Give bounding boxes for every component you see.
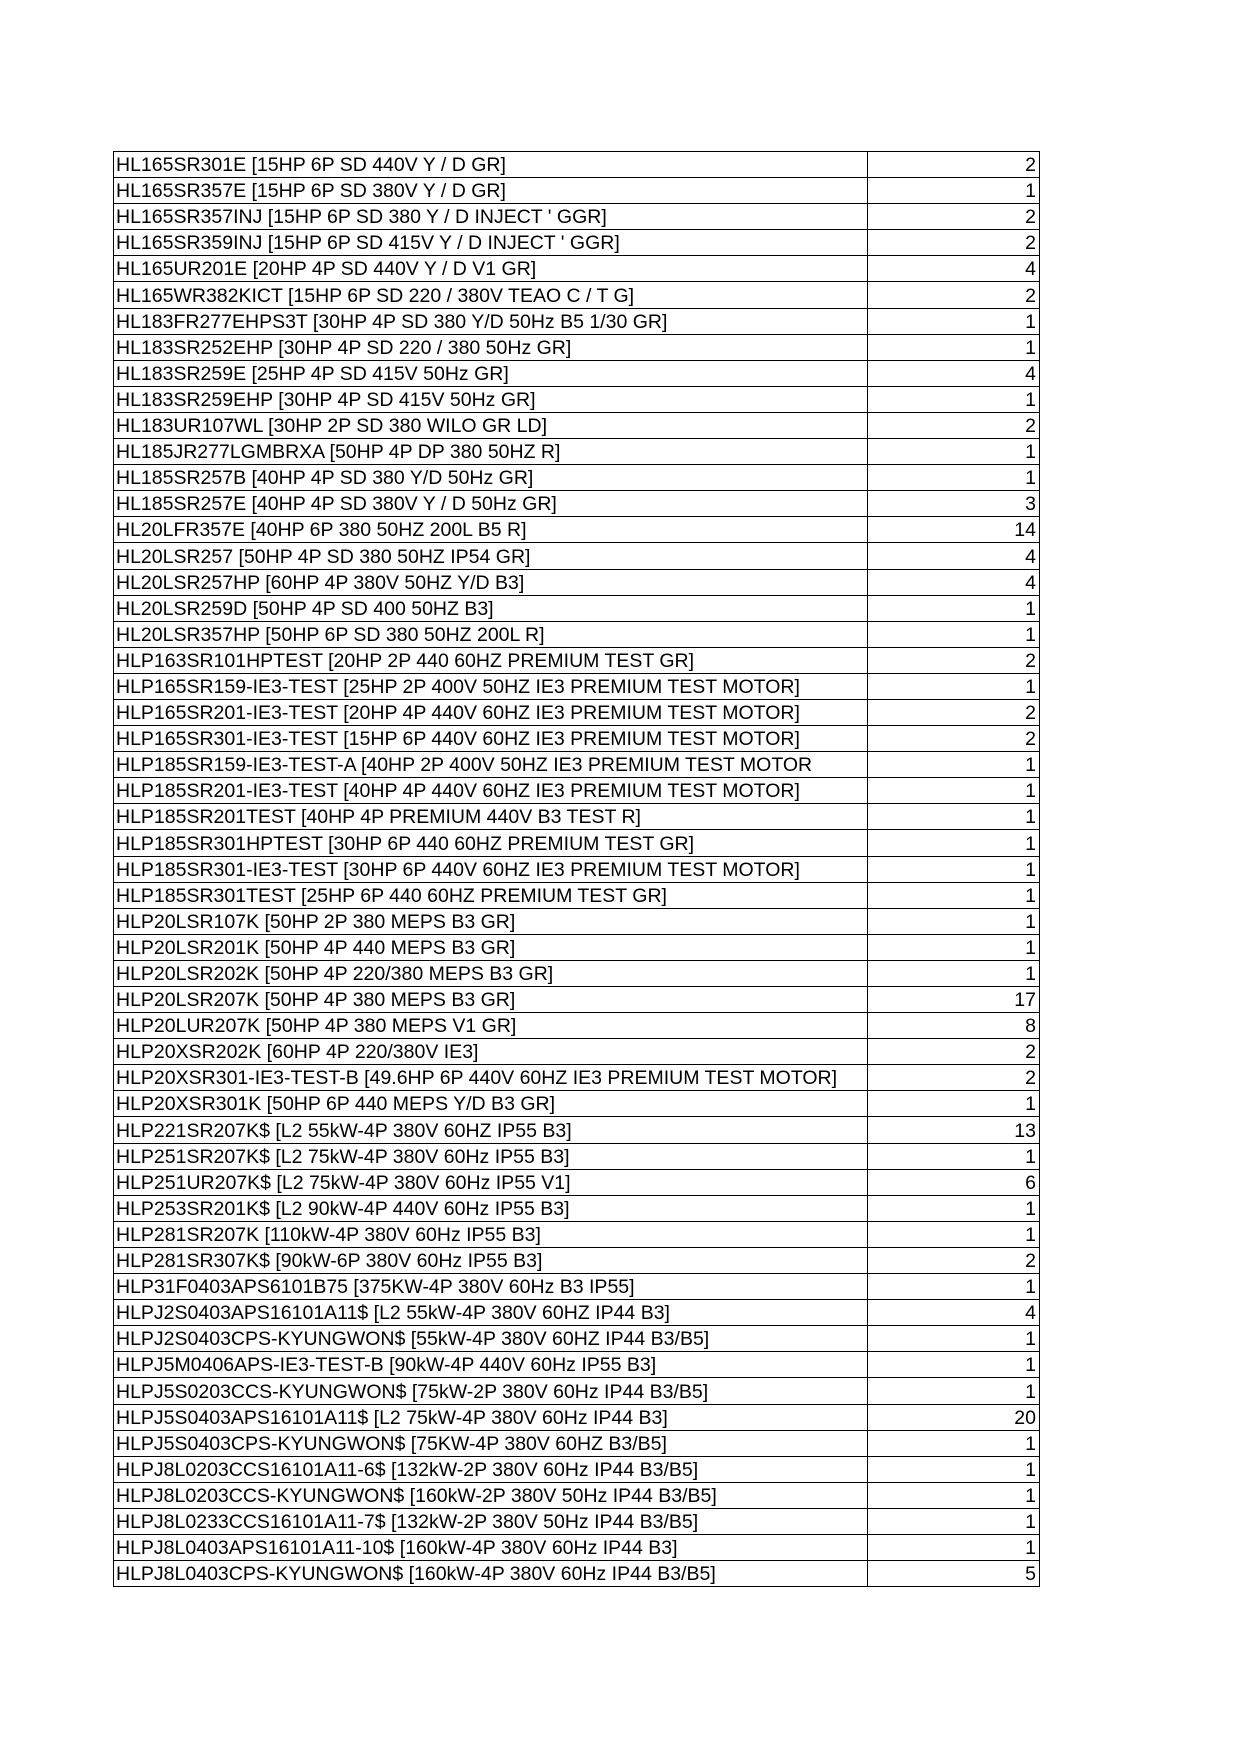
item-description-cell: HL20LSR357HP [50HP 6P SD 380 50HZ 200L R] [114, 621, 868, 647]
table-row [114, 1508, 1040, 1534]
table-row [114, 699, 1040, 725]
table-row [114, 1039, 1040, 1065]
quantity-cell: 4 [868, 360, 1040, 386]
item-description-cell: HL183UR107WL [30HP 2P SD 380 WILO GR LD] [114, 412, 868, 438]
quantity-cell: 1 [868, 1430, 1040, 1456]
table-row [114, 412, 1040, 438]
quantity-cell: 4 [868, 569, 1040, 595]
item-description-cell: HL165SR357E [15HP 6P SD 380V Y / D GR] [114, 178, 868, 204]
quantity-cell: 2 [868, 282, 1040, 308]
quantity-cell: 1 [868, 334, 1040, 360]
quantity-cell: 2 [868, 1247, 1040, 1273]
item-description-cell: HLP185SR201TEST [40HP 4P PREMIUM 440V B3 TEST R] [114, 804, 868, 830]
quantity-cell: 5 [868, 1561, 1040, 1587]
table-row [114, 1221, 1040, 1247]
table-row [114, 569, 1040, 595]
table-row [114, 1352, 1040, 1378]
table-row [114, 882, 1040, 908]
table-row [114, 830, 1040, 856]
table-row [114, 934, 1040, 960]
item-description-cell: HLP221SR207K$ [L2 55kW-4P 380V 60HZ IP55 B3] [114, 1117, 868, 1143]
quantity-cell: 14 [868, 517, 1040, 543]
item-description-cell: HLPJ5M0406APS-IE3-TEST-B [90kW-4P 440V 60Hz IP55 B3] [114, 1352, 868, 1378]
item-description-cell: HLPJ5S0403CPS-KYUNGWON$ [75KW-4P 380V 60HZ B3/B5] [114, 1430, 868, 1456]
item-description-cell: HLPJ5S0403APS16101A11$ [L2 75kW-4P 380V 60Hz IP44 B3] [114, 1404, 868, 1430]
item-description-cell: HL165SR359INJ [15HP 6P SD 415V Y / D INJECT ' GGR] [114, 230, 868, 256]
item-description-cell: HL183SR259E [25HP 4P SD 415V 50Hz GR] [114, 360, 868, 386]
item-description-cell: HLP163SR101HPTEST [20HP 2P 440 60HZ PREMIUM TEST GR] [114, 647, 868, 673]
quantity-cell: 1 [868, 1534, 1040, 1560]
table-row [114, 439, 1040, 465]
quantity-cell: 1 [868, 752, 1040, 778]
table-row [114, 1274, 1040, 1300]
quantity-cell: 1 [868, 308, 1040, 334]
quantity-cell: 1 [868, 960, 1040, 986]
table-row [114, 960, 1040, 986]
quantity-cell: 4 [868, 1300, 1040, 1326]
quantity-cell: 6 [868, 1169, 1040, 1195]
quantity-cell: 1 [868, 386, 1040, 412]
item-description-cell: HLPJ8L0233CCS16101A11-7$ [132kW-2P 380V 50Hz IP44 B3/B5] [114, 1508, 868, 1534]
item-description-cell: HLP20LUR207K [50HP 4P 380 MEPS V1 GR] [114, 1013, 868, 1039]
table-row [114, 1378, 1040, 1404]
quantity-cell: 1 [868, 1508, 1040, 1534]
table-row [114, 987, 1040, 1013]
table-row [114, 230, 1040, 256]
table-row [114, 1404, 1040, 1430]
item-description-cell: HLP165SR159-IE3-TEST [25HP 2P 400V 50HZ IE3 PREMIUM TEST MOTOR] [114, 673, 868, 699]
quantity-cell: 1 [868, 465, 1040, 491]
item-description-cell: HLP20LSR202K [50HP 4P 220/380 MEPS B3 GR] [114, 960, 868, 986]
table-row [114, 152, 1040, 178]
item-description-cell: HLP165SR301-IE3-TEST [15HP 6P 440V 60HZ IE3 PREMIUM TEST MOTOR] [114, 726, 868, 752]
table-row [114, 1117, 1040, 1143]
item-description-cell: HL165WR382KICT [15HP 6P SD 220 / 380V TEAO C / T G] [114, 282, 868, 308]
table-row [114, 1169, 1040, 1195]
table-row [114, 1326, 1040, 1352]
inventory-table-body [114, 152, 1040, 1587]
table-row [114, 1456, 1040, 1482]
item-description-cell: HL185SR257E [40HP 4P SD 380V Y / D 50Hz GR] [114, 491, 868, 517]
quantity-cell: 1 [868, 1352, 1040, 1378]
item-description-cell: HLPJ5S0203CCS-KYUNGWON$ [75kW-2P 380V 60Hz IP44 B3/B5] [114, 1378, 868, 1404]
item-description-cell: HLP165SR201-IE3-TEST [20HP 4P 440V 60HZ IE3 PREMIUM TEST MOTOR] [114, 699, 868, 725]
item-description-cell: HLPJ8L0403CPS-KYUNGWON$ [160kW-4P 380V 60Hz IP44 B3/B5] [114, 1561, 868, 1587]
quantity-cell: 17 [868, 987, 1040, 1013]
table-row [114, 204, 1040, 230]
item-description-cell: HL185JR277LGMBRXA [50HP 4P DP 380 50HZ R] [114, 439, 868, 465]
item-description-cell: HL20LSR257 [50HP 4P SD 380 50HZ IP54 GR] [114, 543, 868, 569]
item-description-cell: HL183SR252EHP [30HP 4P SD 220 / 380 50Hz GR] [114, 334, 868, 360]
quantity-cell: 1 [868, 1482, 1040, 1508]
table-row [114, 178, 1040, 204]
item-description-cell: HLP185SR201-IE3-TEST [40HP 4P 440V 60HZ IE3 PREMIUM TEST MOTOR] [114, 778, 868, 804]
table-row [114, 491, 1040, 517]
table-row [114, 1065, 1040, 1091]
item-description-cell: HLP185SR159-IE3-TEST-A [40HP 2P 400V 50HZ IE3 PREMIUM TEST MOTOR [114, 752, 868, 778]
table-row [114, 1143, 1040, 1169]
table-row [114, 465, 1040, 491]
quantity-cell: 1 [868, 621, 1040, 647]
item-description-cell: HLPJ2S0403CPS-KYUNGWON$ [55kW-4P 380V 60HZ IP44 B3/B5] [114, 1326, 868, 1352]
quantity-cell: 1 [868, 934, 1040, 960]
item-description-cell: HLP253SR201K$ [L2 90kW-4P 440V 60Hz IP55 B3] [114, 1195, 868, 1221]
table-row [114, 256, 1040, 282]
quantity-cell: 1 [868, 1091, 1040, 1117]
table-row [114, 543, 1040, 569]
quantity-cell: 20 [868, 1404, 1040, 1430]
table-row [114, 908, 1040, 934]
quantity-cell: 13 [868, 1117, 1040, 1143]
table-row [114, 752, 1040, 778]
quantity-cell: 1 [868, 1221, 1040, 1247]
quantity-cell: 1 [868, 595, 1040, 621]
table-row [114, 334, 1040, 360]
item-description-cell: HL20LSR257HP [60HP 4P 380V 50HZ Y/D B3] [114, 569, 868, 595]
item-description-cell: HLP31F0403APS6101B75 [375KW-4P 380V 60Hz B3 IP55] [114, 1274, 868, 1300]
table-row [114, 517, 1040, 543]
item-description-cell: HLP20XSR202K [60HP 4P 220/380V IE3] [114, 1039, 868, 1065]
quantity-cell: 1 [868, 778, 1040, 804]
item-description-cell: HLP251SR207K$ [L2 75kW-4P 380V 60Hz IP55 B3] [114, 1143, 868, 1169]
table-row [114, 1482, 1040, 1508]
quantity-cell: 1 [868, 1378, 1040, 1404]
table-row [114, 308, 1040, 334]
quantity-cell: 2 [868, 726, 1040, 752]
quantity-cell: 2 [868, 152, 1040, 178]
quantity-cell: 2 [868, 204, 1040, 230]
table-row [114, 856, 1040, 882]
quantity-cell: 1 [868, 673, 1040, 699]
table-row [114, 804, 1040, 830]
item-description-cell: HLPJ2S0403APS16101A11$ [L2 55kW-4P 380V 60HZ IP44 B3] [114, 1300, 868, 1326]
table-row [114, 1534, 1040, 1560]
item-description-cell: HL165SR301E [15HP 6P SD 440V Y / D GR] [114, 152, 868, 178]
quantity-cell: 1 [868, 178, 1040, 204]
quantity-cell: 1 [868, 830, 1040, 856]
table-row [114, 386, 1040, 412]
item-description-cell: HL165SR357INJ [15HP 6P SD 380 Y / D INJECT ' GGR] [114, 204, 868, 230]
item-description-cell: HLP20XSR301K [50HP 6P 440 MEPS Y/D B3 GR] [114, 1091, 868, 1117]
quantity-cell: 1 [868, 1456, 1040, 1482]
quantity-cell: 4 [868, 543, 1040, 569]
item-description-cell: HLP185SR301TEST [25HP 6P 440 60HZ PREMIUM TEST GR] [114, 882, 868, 908]
item-description-cell: HL165UR201E [20HP 4P SD 440V Y / D V1 GR] [114, 256, 868, 282]
table-row [114, 360, 1040, 386]
table-row [114, 1430, 1040, 1456]
item-description-cell: HLPJ8L0203CCS16101A11-6$ [132kW-2P 380V 60Hz IP44 B3/B5] [114, 1456, 868, 1482]
quantity-cell: 2 [868, 230, 1040, 256]
item-description-cell: HLP251UR207K$ [L2 75kW-4P 380V 60Hz IP55 V1] [114, 1169, 868, 1195]
quantity-cell: 2 [868, 1065, 1040, 1091]
item-description-cell: HL183SR259EHP [30HP 4P SD 415V 50Hz GR] [114, 386, 868, 412]
item-description-cell: HLP20XSR301-IE3-TEST-B [49.6HP 6P 440V 60HZ IE3 PREMIUM TEST MOTOR] [114, 1065, 868, 1091]
quantity-cell: 3 [868, 491, 1040, 517]
quantity-cell: 2 [868, 412, 1040, 438]
item-description-cell: HLP281SR207K [110kW-4P 380V 60Hz IP55 B3] [114, 1221, 868, 1247]
quantity-cell: 1 [868, 439, 1040, 465]
quantity-cell: 2 [868, 647, 1040, 673]
table-row [114, 282, 1040, 308]
inventory-table [113, 151, 1040, 1587]
item-description-cell: HL20LSR259D [50HP 4P SD 400 50HZ B3] [114, 595, 868, 621]
quantity-cell: 1 [868, 908, 1040, 934]
table-row [114, 621, 1040, 647]
quantity-cell: 1 [868, 1195, 1040, 1221]
table-row [114, 1561, 1040, 1587]
quantity-cell: 8 [868, 1013, 1040, 1039]
item-description-cell: HL185SR257B [40HP 4P SD 380 Y/D 50Hz GR] [114, 465, 868, 491]
quantity-cell: 2 [868, 699, 1040, 725]
item-description-cell: HLPJ8L0203CCS-KYUNGWON$ [160kW-2P 380V 50Hz IP44 B3/B5] [114, 1482, 868, 1508]
quantity-cell: 4 [868, 256, 1040, 282]
table-row [114, 1247, 1040, 1273]
table-row [114, 726, 1040, 752]
table-row [114, 673, 1040, 699]
item-description-cell: HLP281SR307K$ [90kW-6P 380V 60Hz IP55 B3] [114, 1247, 868, 1273]
quantity-cell: 1 [868, 856, 1040, 882]
table-row [114, 1091, 1040, 1117]
table-row [114, 595, 1040, 621]
quantity-cell: 2 [868, 1039, 1040, 1065]
quantity-cell: 1 [868, 1274, 1040, 1300]
table-row [114, 1013, 1040, 1039]
table-row [114, 1195, 1040, 1221]
item-description-cell: HLP20LSR207K [50HP 4P 380 MEPS B3 GR] [114, 987, 868, 1013]
item-description-cell: HL183FR277EHPS3T [30HP 4P SD 380 Y/D 50Hz B5 1/30 GR] [114, 308, 868, 334]
table-row [114, 1300, 1040, 1326]
quantity-cell: 1 [868, 1143, 1040, 1169]
item-description-cell: HLP20LSR107K [50HP 2P 380 MEPS B3 GR] [114, 908, 868, 934]
item-description-cell: HLP185SR301-IE3-TEST [30HP 6P 440V 60HZ IE3 PREMIUM TEST MOTOR] [114, 856, 868, 882]
quantity-cell: 1 [868, 1326, 1040, 1352]
item-description-cell: HLPJ8L0403APS16101A11-10$ [160kW-4P 380V 60Hz IP44 B3] [114, 1534, 868, 1560]
item-description-cell: HLP20LSR201K [50HP 4P 440 MEPS B3 GR] [114, 934, 868, 960]
item-description-cell: HLP185SR301HPTEST [30HP 6P 440 60HZ PREMIUM TEST GR] [114, 830, 868, 856]
quantity-cell: 1 [868, 882, 1040, 908]
table-row [114, 778, 1040, 804]
quantity-cell: 1 [868, 804, 1040, 830]
item-description-cell: HL20LFR357E [40HP 6P 380 50HZ 200L B5 R] [114, 517, 868, 543]
table-row [114, 647, 1040, 673]
